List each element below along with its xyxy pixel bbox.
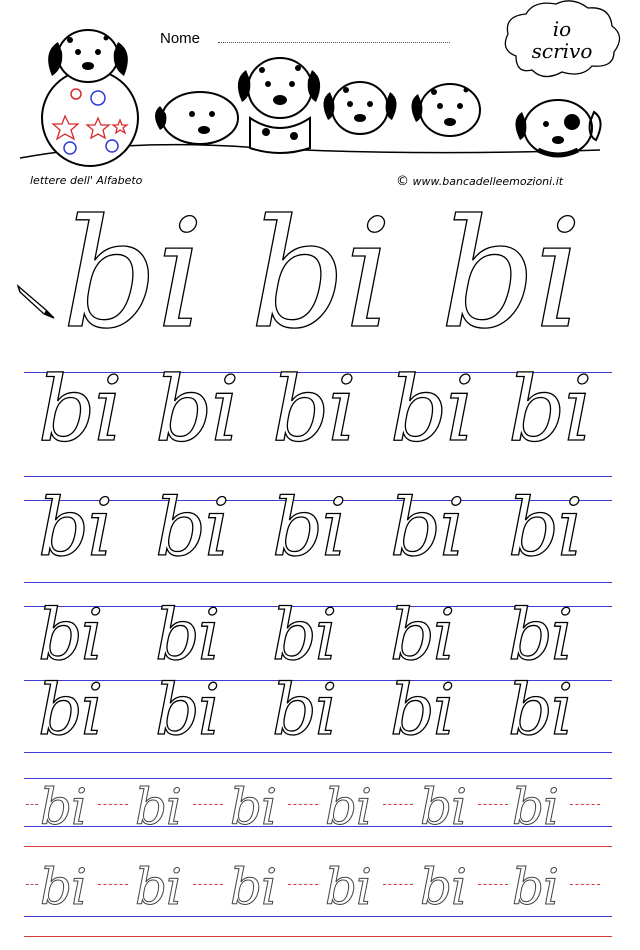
guide-line <box>24 916 612 917</box>
copyright-site: www.bancadelleemozioni.it <box>412 175 564 188</box>
dotted-syllable: bi <box>420 858 466 916</box>
tracing-syllable: bi <box>272 594 336 676</box>
cloud-text-line-1: io <box>552 17 572 41</box>
tracing-syllable: bi <box>38 481 111 574</box>
guide-line <box>24 752 612 753</box>
guide-line <box>24 846 612 847</box>
large-syllable: bi <box>250 188 390 362</box>
guide-dash <box>478 804 508 805</box>
guide-line <box>24 936 612 937</box>
dotted-syllable: bi <box>325 778 371 836</box>
tracing-syllable: bi <box>508 481 581 574</box>
tracing-syllable: bi <box>38 669 102 751</box>
guide-dash <box>383 884 413 885</box>
cloud-text-line-2: scrivo <box>531 39 593 63</box>
dotted-syllable: bi <box>40 778 86 836</box>
tracing-syllable: bi <box>508 357 591 462</box>
guide-dash <box>288 884 318 885</box>
dotted-syllable: bi <box>135 858 181 916</box>
dotted-syllable: bi <box>420 778 466 836</box>
guide-dash <box>98 804 128 805</box>
tracing-syllable: bi <box>508 594 572 676</box>
guide-dash <box>288 804 318 805</box>
guide-dash <box>478 884 508 885</box>
tracing-syllable: bi <box>390 594 454 676</box>
copyright-symbol: © <box>396 174 409 189</box>
tracing-syllable: bi <box>272 669 336 751</box>
guide-dash <box>570 804 600 805</box>
tracing-syllable: bi <box>38 594 102 676</box>
tracing-syllable: bi <box>155 357 238 462</box>
large-syllable: bi <box>440 188 580 362</box>
dotted-syllable: bi <box>135 778 181 836</box>
guide-dash <box>26 804 38 805</box>
guide-line <box>24 476 612 477</box>
tracing-syllable: bi <box>390 357 473 462</box>
guide-dash <box>383 804 413 805</box>
dotted-syllable: bi <box>230 778 276 836</box>
dotted-syllable: bi <box>40 858 86 916</box>
large-syllable: bi <box>62 188 202 362</box>
name-field[interactable] <box>218 42 450 43</box>
worksheet-header <box>0 0 640 195</box>
tracing-syllable: bi <box>155 594 219 676</box>
tracing-syllable: bi <box>390 481 463 574</box>
guide-line <box>24 582 612 583</box>
tracing-syllable: bi <box>272 357 355 462</box>
name-label: Nome <box>160 30 201 47</box>
tracing-syllable: bi <box>155 481 228 574</box>
dotted-syllable: bi <box>512 778 558 836</box>
guide-dash <box>193 884 223 885</box>
tracing-syllable: bi <box>508 669 572 751</box>
guide-dash <box>26 884 38 885</box>
dotted-syllable: bi <box>325 858 371 916</box>
guide-dash <box>193 804 223 805</box>
copyright <box>396 174 563 189</box>
guide-dash <box>98 884 128 885</box>
tracing-syllable: bi <box>390 669 454 751</box>
tracing-syllable: bi <box>38 357 121 462</box>
subtitle: lettere dell' Alfabeto <box>30 174 143 187</box>
cloud-text <box>510 18 614 62</box>
pencil-icon <box>16 282 58 322</box>
tracing-syllable: bi <box>155 669 219 751</box>
guide-line <box>24 826 612 827</box>
guide-dash <box>570 884 600 885</box>
dotted-syllable: bi <box>512 858 558 916</box>
tracing-syllable: bi <box>272 481 345 574</box>
dotted-syllable: bi <box>230 858 276 916</box>
